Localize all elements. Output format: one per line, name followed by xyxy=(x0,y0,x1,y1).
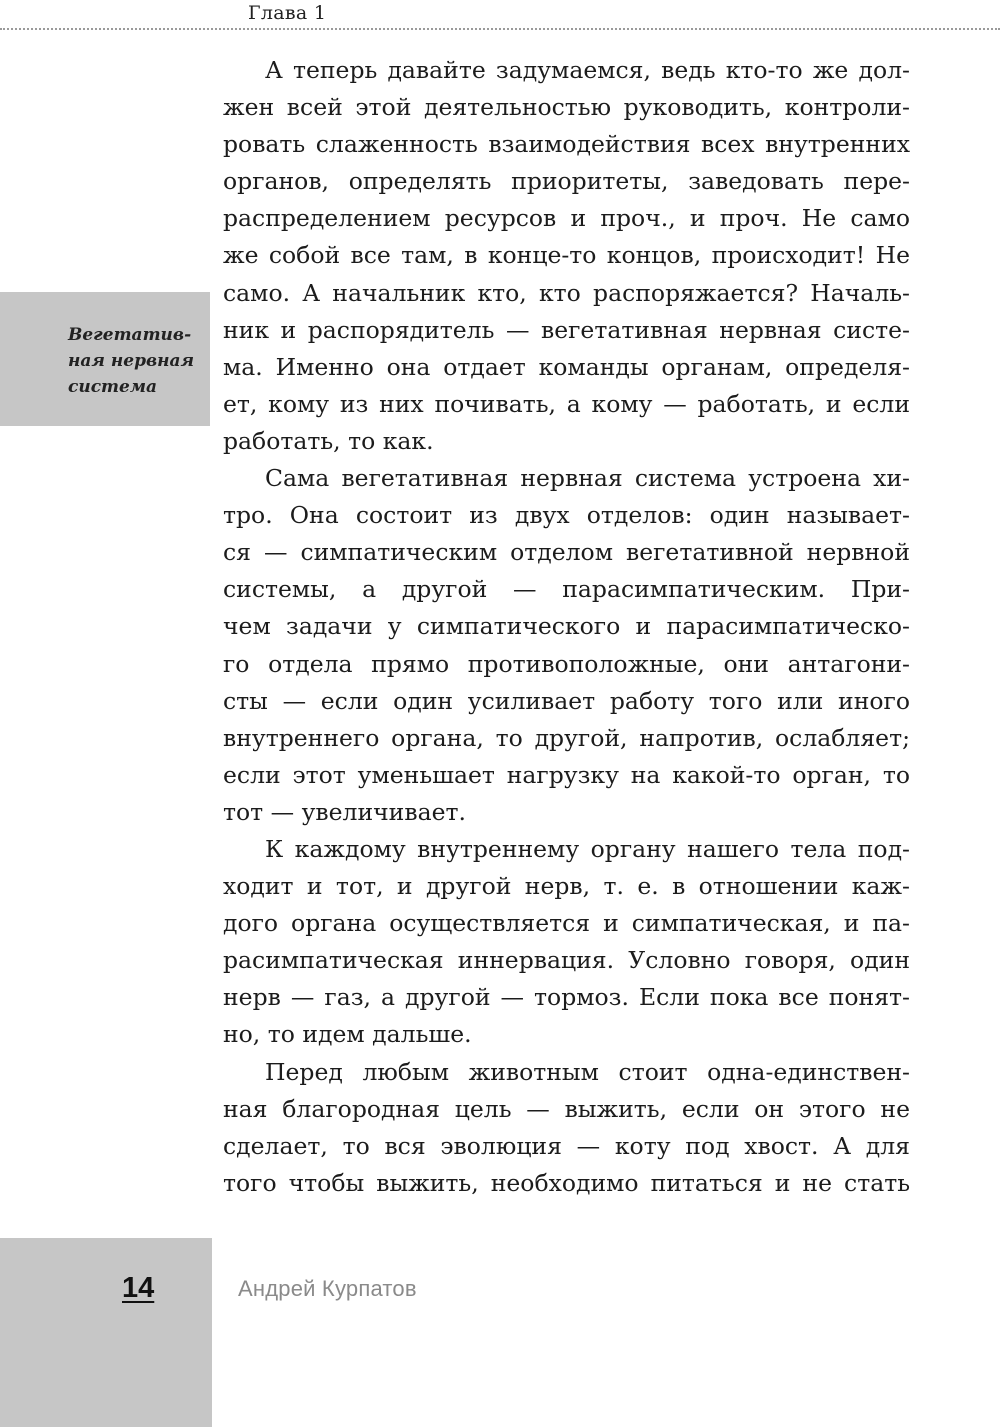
header-dotted-rule xyxy=(0,28,1000,30)
paragraph-line: расимпатическая иннервация. Условно говоря, один xyxy=(223,946,910,975)
paragraph-line: ровать слаженность взаимодействия всех внутренних xyxy=(223,130,910,159)
paragraph-line: ет, кому из них почивать, а кому — работать, и если xyxy=(223,389,910,418)
paragraph-line: го отдела прямо противоположные, они антагони- xyxy=(223,649,910,678)
paragraph-line: ма. Именно она отдает команды органам, определя- xyxy=(223,352,910,381)
paragraph-line: Сама вегетативная нервная система устроена хи- xyxy=(265,464,910,493)
paragraph-line: ная благородная цель — выжить, если он этого не xyxy=(223,1094,910,1123)
margin-note-line: Вегетатив- xyxy=(68,325,192,345)
paragraph-line: сты — если один усиливает работу того или иного xyxy=(223,686,910,715)
paragraph-line: того чтобы выжить, необходимо питаться и не стать xyxy=(223,1168,910,1197)
paragraph-line: тот — увеличивает. xyxy=(223,797,466,826)
paragraph-line: работать, то как. xyxy=(223,426,434,455)
paragraph-line: ник и распорядитель — вегетативная нервная систе- xyxy=(223,315,910,344)
body-text xyxy=(223,52,910,1202)
paragraph xyxy=(223,52,910,460)
paragraph-line: органов, определять приоритеты, заведовать пере- xyxy=(223,167,910,196)
paragraph-line: если этот уменьшает нагрузку на какой-то орган, то xyxy=(223,760,910,789)
margin-note xyxy=(68,322,210,400)
paragraph-line: сделает, то вся эволюция — коту под хвост. А для xyxy=(223,1131,910,1160)
paragraph-line: дого органа осуществляется и симпатическая, и па- xyxy=(223,909,910,938)
paragraph-line: системы, а другой — парасимпатическим. При- xyxy=(223,575,910,604)
paragraph-line: К каждому внутреннему органу нашего тела под- xyxy=(265,834,910,863)
paragraph-line: тро. Она состоит из двух отделов: один называет- xyxy=(223,501,910,530)
paragraph-line: чем задачи у симпатического и парасимпатическо- xyxy=(223,612,910,641)
running-head-chapter: Глава 1 xyxy=(248,2,327,24)
margin-note-line: система xyxy=(68,377,158,397)
paragraph-line: но, то идем дальше. xyxy=(223,1020,472,1049)
paragraph-line: нерв — газ, а другой — тормоз. Если пока все понят- xyxy=(223,983,910,1012)
author-name: Андрей Курпатов xyxy=(238,1276,417,1301)
paragraph xyxy=(223,1054,910,1202)
paragraph-line: Перед любым животным стоит одна-единствен- xyxy=(265,1057,910,1086)
paragraph-line: распределением ресурсов и проч., и проч. Не само xyxy=(223,204,910,233)
paragraph-line: жен всей этой деятельностью руководить, контроли- xyxy=(223,93,910,122)
paragraph xyxy=(223,831,910,1054)
footer-page-tab xyxy=(0,1238,212,1427)
paragraph-line: ходит и тот, и другой нерв, т. е. в отношении каж- xyxy=(223,872,910,901)
paragraph-line: само. А начальник кто, кто распоряжается? Началь- xyxy=(223,278,910,307)
page-number: 14 xyxy=(122,1272,155,1304)
paragraph-line: ся — симпатическим отделом вегетативной нервной xyxy=(223,538,910,567)
paragraph-line: же собой все там, в конце-то концов, происходит! Не xyxy=(223,241,910,270)
paragraph-line: А теперь давайте задумаемся, ведь кто-то же дол- xyxy=(265,56,910,84)
margin-note-line: ная нервная xyxy=(68,351,195,371)
paragraph-line: внутреннего органа, то другой, напротив, ослабляет; xyxy=(223,723,910,752)
paragraph xyxy=(223,460,910,831)
